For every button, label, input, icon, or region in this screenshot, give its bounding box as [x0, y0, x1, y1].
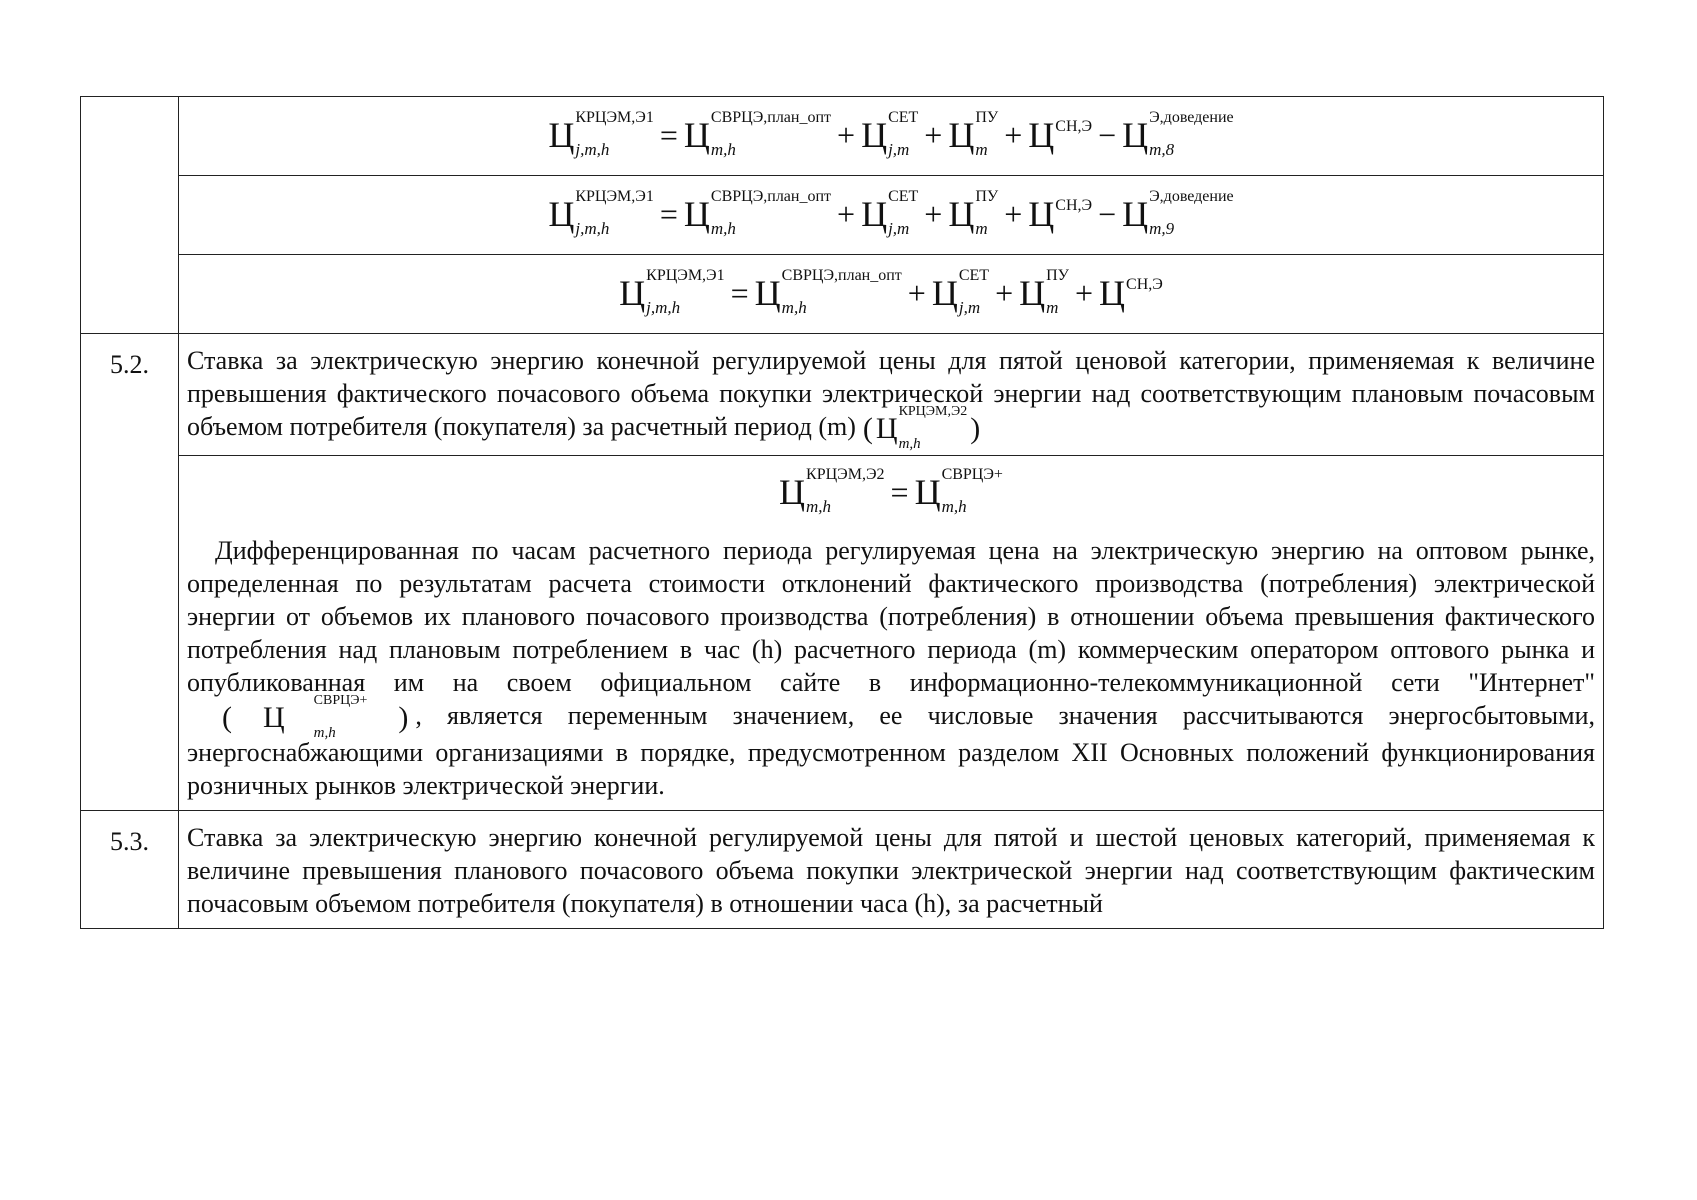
row-5-2-title-cell: [179, 334, 1604, 456]
row-number-5-3: 5.3.: [81, 811, 179, 929]
row-5-2-title: Ставка за электрическую энергию конечной регулируемой цены для пятой ценовой категории, применяемая к величине превышения фактического почасового объема покупки электрической энергии над соответствующим плановым почасовым объемом потребителя (покупателя) за расчетный период (m) ( Ц КРЦЭМ,Э2 m,h ): [187, 346, 1595, 453]
formula-1: Ц КРЦЭМ,Э1 j,m,h = Ц СВРЦЭ,план_опт m,h + Ц СЕТ j,m + Ц ПУ m + Ц СН,Э − Ц Э,доведение m,8: [548, 109, 1234, 159]
formula-row-3: [81, 255, 1604, 334]
formula-cell-1: [179, 97, 1604, 176]
formula-4: Ц КРЦЭМ,Э2 m,h = Ц СВРЦЭ+ m,h: [779, 466, 1003, 517]
row-number-5-2: 5.2.: [81, 334, 179, 811]
row-5-2-header: [81, 334, 1604, 456]
formula-4-wrap: [187, 466, 1595, 517]
continuation-number-cell: [81, 97, 179, 334]
row-5-3-cell: [179, 811, 1604, 929]
inline-formula-krcem-e2: ( Ц КРЦЭМ,Э2 m,h ): [862, 404, 981, 453]
row-5-3: [81, 811, 1604, 929]
row-5-2-body: [81, 456, 1604, 811]
formula-row-2: [81, 176, 1604, 255]
formula-2: Ц КРЦЭМ,Э1 j,m,h = Ц СВРЦЭ,план_опт m,h + Ц СЕТ j,m + Ц ПУ m + Ц СН,Э − Ц Э,доведение m,9: [548, 188, 1234, 238]
formula-cell-2: [179, 176, 1604, 255]
row-5-2-body-cell: [179, 456, 1604, 811]
inline-formula-svrce-plus: ( Ц СВРЦЭ+ m,h ): [222, 693, 409, 742]
tariff-table: [80, 96, 1604, 929]
row-5-2-description: Дифференцированная по часам расчетного периода регулируемая цена на электрическую энергию на оптовом рынке, определенная по результатам расчета стоимости отклонений фактического производства (потребления) электрической энергии от объемов их планового почасового производства (потребления) в отношении объема превышения фактического потребления над плановым потреблением в час (h) расчетного периода (m) коммерческим оператором оптового рынка и опубликованная им на своем официальном сайте в информационно-телекоммуникационной сети "Интернет" ( Ц СВРЦЭ+ m,h ) , является переменным значением, ее числовые значения рассчитываются энергосбытовыми, энергоснабжающими организациями в порядке, предусмотренном разделом XII Основных положений функционирования розничных рынков электрической энергии.: [187, 536, 1595, 801]
row-5-3-text: Ставка за электрическую энергию конечной регулируемой цены для пятой и шестой ценовых категорий, применяемая к величине превышения планового почасового объема покупки электрической энергии над соответствующим фактическим почасовым объемом потребителя (покупателя) в отношении часа (h), за расчетный: [187, 823, 1595, 919]
formula-cell-3: [179, 255, 1604, 334]
formula-row-1: [81, 97, 1604, 176]
formula-3: Ц КРЦЭМ,Э1 j,m,h = Ц СВРЦЭ,план_опт m,h + Ц СЕТ j,m + Ц ПУ m + Ц СН,Э: [619, 267, 1163, 317]
